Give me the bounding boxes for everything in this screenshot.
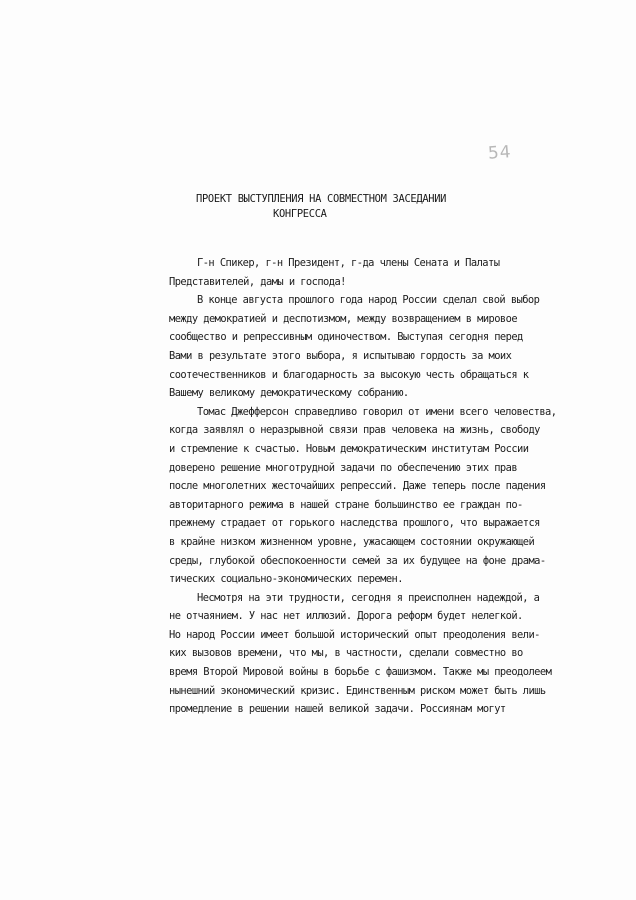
text-line: когда заявлял о неразрывной связи прав человека на жизнь, свободу <box>169 424 540 437</box>
text-line: после многолетних жесточайших репрессий. Даже теперь после падения <box>169 480 546 493</box>
document-body <box>169 254 559 719</box>
page-number-mark: 54 <box>487 142 513 164</box>
text-line: среды, глубокой обеспокоенности семей за их будущее на фоне драма- <box>169 554 546 567</box>
text-line: соотечественников и благодарность за высокую честь обращаться к <box>169 368 529 381</box>
text-line: доверено решение многотрудной задачи по обеспечению этих прав <box>169 461 518 474</box>
text-line: Но народ России имеет большой исторический опыт преодоления вели- <box>169 628 540 641</box>
text-line: в крайне низком жизненном уровне, ужасающем состоянии окружающей <box>169 535 535 548</box>
title-line-2: КОНГРЕССА <box>273 208 327 220</box>
text-line: Несмотря на эти трудности, сегодня я преисполнен надеждой, а <box>197 591 540 604</box>
text-line: не отчаянием. У нас нет иллюзий. Дорога реформ будет нелегкой. <box>169 610 523 623</box>
text-line: ких вызовов времени, что мы, в частности, сделали совместно во <box>169 647 523 660</box>
text-line: Г-н Спикер, г-н Президент, г-да члены Сената и Палаты <box>197 257 500 269</box>
title-line-1: ПРОЕКТ ВЫСТУПЛЕНИЯ НА СОВМЕСТНОМ ЗАСЕДАНИИ <box>196 193 447 205</box>
document-title <box>196 192 446 222</box>
text-line: В конце августа прошлого года народ России сделал свой выбор <box>197 294 540 307</box>
text-line: Томас Джефферсон справедливо говорил от имени всего человества, <box>197 405 557 418</box>
text-line: нынешний экономический кризис. Единственным риском может быть лишь <box>169 684 546 697</box>
text-line: тических социально-экономических перемен. <box>169 573 403 586</box>
text-line: время Второй Мировой войны в борьбе с фашизмом. Также мы преодолеем <box>169 666 552 679</box>
text-line: между демократией и деспотизмом, между возвращением в мировое <box>169 312 518 325</box>
text-line: прежнему страдает от горького наследства прошлого, что выражается <box>169 517 540 530</box>
text-line: Вами в результате этого выбора, я испытываю гордость за моих <box>169 349 512 362</box>
text-line: авторитарного режима в нашей стране большинство ее граждан по- <box>169 498 523 511</box>
text-line: промедление в решении нашей великой задачи. Россиянам могут <box>169 703 506 716</box>
text-line: Представителей, дамы и господа! <box>169 275 346 288</box>
text-line: Вашему великому демократическому собранию. <box>169 387 409 400</box>
text-line: сообщество и репрессивным одиночеством. Выступая сегодня перед <box>169 331 523 344</box>
text-line: и стремление к счастью. Новым демократическим институтам России <box>169 442 529 455</box>
